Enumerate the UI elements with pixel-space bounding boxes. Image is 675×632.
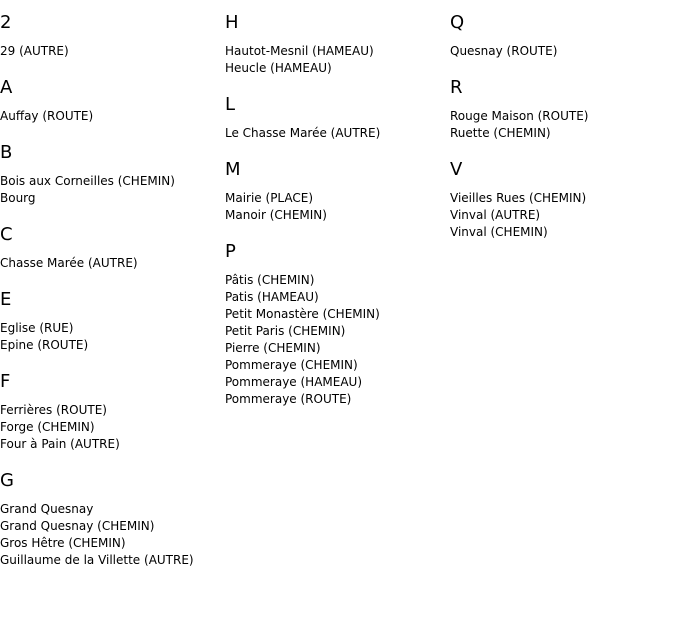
group-h <box>225 12 447 82</box>
group-letter: H <box>225 12 239 33</box>
group-c <box>0 224 222 277</box>
entry-list <box>0 320 222 354</box>
entry-list <box>0 108 222 125</box>
list-item: Pommeraye (CHEMIN) <box>225 358 358 372</box>
entry-list <box>225 190 447 224</box>
group-letter: R <box>450 77 463 98</box>
entry-list <box>450 190 672 241</box>
group-letter: L <box>225 94 236 115</box>
list-item: Grand Quesnay <box>0 502 94 516</box>
list-item: Four à Pain (AUTRE) <box>0 437 120 451</box>
group-g <box>0 470 222 574</box>
index-column-2 <box>225 0 447 413</box>
group-r <box>450 77 672 147</box>
group-letter: V <box>450 159 463 180</box>
list-item: Chasse Marée (AUTRE) <box>0 256 138 270</box>
list-item: Eglise (RUE) <box>0 321 74 335</box>
entry-list <box>225 125 447 142</box>
group-e <box>0 289 222 359</box>
group-letter: G <box>0 470 14 491</box>
entry-list <box>0 173 222 207</box>
list-item: Petit Paris (CHEMIN) <box>225 324 346 338</box>
list-item: Bourg <box>0 191 36 205</box>
entry-list <box>0 501 222 569</box>
group-m <box>225 159 447 229</box>
group-q <box>450 12 672 65</box>
entry-list <box>0 43 222 60</box>
group-letter: 2 <box>0 12 12 33</box>
group-v <box>450 159 672 246</box>
list-item: Petit Monastère (CHEMIN) <box>225 307 380 321</box>
entry-list <box>0 402 222 453</box>
list-item: Pommeraye (HAMEAU) <box>225 375 363 389</box>
list-item: Vieilles Rues (CHEMIN) <box>450 191 587 205</box>
group-b <box>0 142 222 212</box>
list-item: Ruette (CHEMIN) <box>450 126 551 140</box>
entry-list <box>0 255 222 272</box>
list-item: Manoir (CHEMIN) <box>225 208 327 222</box>
list-item: Pâtis (CHEMIN) <box>225 273 315 287</box>
entry-list <box>450 108 672 142</box>
entry-list <box>450 43 672 60</box>
list-item: Mairie (PLACE) <box>225 191 314 205</box>
list-item: Bois aux Corneilles (CHEMIN) <box>0 174 175 188</box>
list-item: Rouge Maison (ROUTE) <box>450 109 589 123</box>
group-letter: P <box>225 241 236 262</box>
group-a <box>0 77 222 130</box>
index-column-1 <box>0 0 222 574</box>
list-item: Hautot-Mesnil (HAMEAU) <box>225 44 374 58</box>
list-item: 29 (AUTRE) <box>0 44 69 58</box>
list-item: Pierre (CHEMIN) <box>225 341 321 355</box>
group-l <box>225 94 447 147</box>
group-letter: B <box>0 142 13 163</box>
list-item: Grand Quesnay (CHEMIN) <box>0 519 155 533</box>
group-letter: A <box>0 77 13 98</box>
list-item: Gros Hêtre (CHEMIN) <box>0 536 126 550</box>
list-item: Vinval (CHEMIN) <box>450 225 548 239</box>
group-letter: C <box>0 224 13 245</box>
list-item: Epine (ROUTE) <box>0 338 89 352</box>
group-letter: F <box>0 371 11 392</box>
entry-list <box>225 43 447 77</box>
list-item: Guillaume de la Villette (AUTRE) <box>0 553 194 567</box>
group-p <box>225 241 447 413</box>
list-item: Auffay (ROUTE) <box>0 109 94 123</box>
list-item: Ferrières (ROUTE) <box>0 403 107 417</box>
entry-list <box>225 272 447 408</box>
index-column-3 <box>450 0 672 246</box>
group-2 <box>0 12 222 65</box>
group-letter: M <box>225 159 241 180</box>
list-item: Quesnay (ROUTE) <box>450 44 558 58</box>
list-item: Heucle (HAMEAU) <box>225 61 332 75</box>
group-letter: Q <box>450 12 465 33</box>
list-item: Forge (CHEMIN) <box>0 420 95 434</box>
group-f <box>0 371 222 458</box>
group-letter: E <box>0 289 12 310</box>
list-item: Pommeraye (ROUTE) <box>225 392 352 406</box>
list-item: Patis (HAMEAU) <box>225 290 319 304</box>
list-item: Le Chasse Marée (AUTRE) <box>225 126 381 140</box>
list-item: Vinval (AUTRE) <box>450 208 541 222</box>
